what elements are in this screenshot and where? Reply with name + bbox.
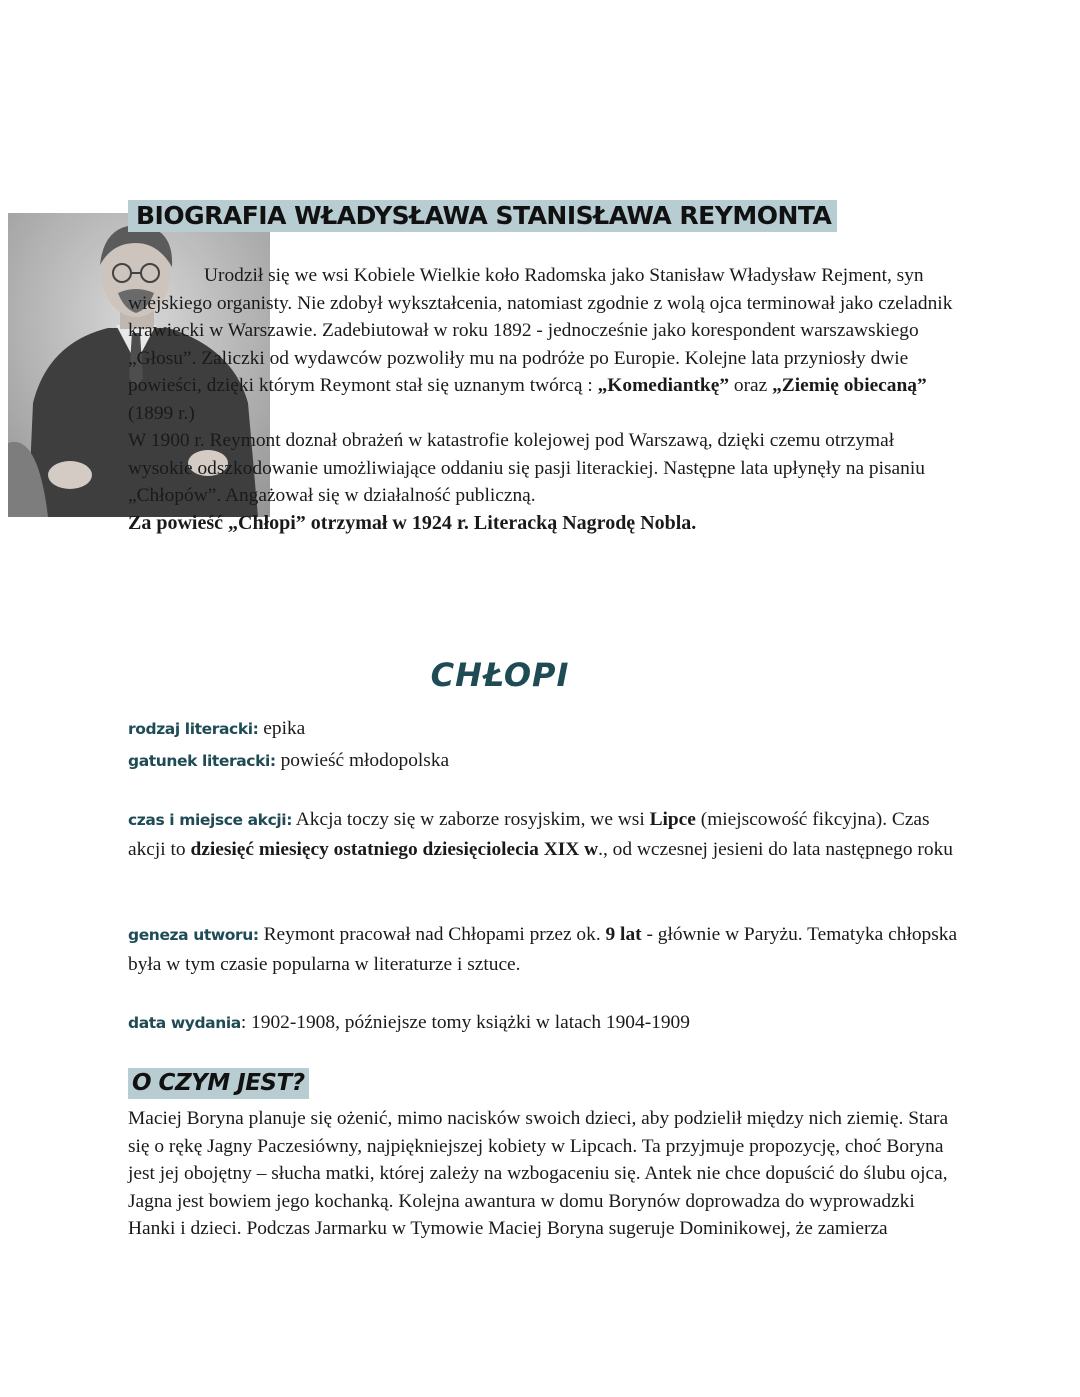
biography-paragraph-2: W 1900 r. Reymont doznał obrażeń w katastrofie kolejowej pod Warszawą, dzięki czemu otrzymał wysokie odszkodowanie umożliwiające oddaniu się pasji literackiej. Następne lata upłynęły na pisaniu „Chłopów”. Angażował się w działalność publiczną.: [128, 430, 925, 506]
biography-text: [128, 262, 958, 537]
fact-value: ., od wczesnej jesieni do lata następnego roku: [598, 839, 953, 860]
summary-paragraph: Maciej Boryna planuje się ożenić, mimo nacisków swoich dzieci, aby podzielił między nich ziemię. Stara się o rękę Jagny Paczesiówny, najpiękniejszej kobiety w Lipcach. Ta przyjmuje propozycję, choć Boryna jest jej obojętny – słucha matki, której zależy na wzbogaceniu się. Antek nie chce dopuścić do ślubu ojca, Jagna jest bowiem jego kochanką. Kolejna awantura w domu Borynów doprowadza do wyprowadzki Hanki i dzieci. Podczas Jarmarku w Tymowie Maciej Boryna sugeruje Dominikowej, że zamierza: [128, 1108, 949, 1240]
fact-value: powieść młodopolska: [275, 750, 450, 771]
bio-bold-title-2: „Ziemię obiecaną”: [772, 375, 927, 396]
fact-bold: 9 lat: [605, 924, 642, 945]
fact-label: czas i miejsce akcji:: [128, 811, 292, 829]
bio-text-span: (1899 r.): [128, 402, 195, 424]
fact-publication-date: [128, 1008, 958, 1038]
book-title: CHŁOPI: [430, 656, 570, 694]
biography-heading: BIOGRAFIA WŁADYSŁAWA STANISŁAWA REYMONTA: [128, 200, 837, 232]
fact-label: rodzaj literacki:: [128, 720, 259, 738]
bio-text-span: Urodził się we wsi Kobiele Wielkie koło Radomska jako Stanisław Władysław Rejment, syn wiejskiego organisty. Nie zdobył wykształcenia, natomiast zgodnie z wolą ojca terminował jako czeladnik krawiecki w Warszawie. Zadebiutował w roku 1892 - jednocześnie jako korespondent warszawskiego „Głosu”. Zaliczki od wydawców pozwoliły mu na podróże po Europie. Kolejne lata przyniosły dwie powieści, dzięki którym Reymont stał się uznanym twórcą :: [128, 265, 953, 396]
fact-label: data wydania: [128, 1014, 241, 1032]
fact-value: (miejscowość fikcyjna). Czas akcji to: [128, 809, 930, 860]
fact-label: geneza utworu:: [128, 926, 259, 944]
bio-text-span: oraz: [729, 375, 773, 396]
fact-genre: [128, 714, 958, 744]
fact-genesis: [128, 920, 958, 979]
bio-bold-title-1: „Komediantkę”: [597, 375, 730, 396]
fact-value: Akcja toczy się w zaborze rosyjskim, we wsi: [292, 809, 650, 830]
fact-value: - głównie w Paryżu. Tematyka chłopska była w tym czasie popularna w literaturze i sztuce.: [128, 924, 958, 975]
fact-bold: Lipce: [649, 809, 696, 830]
biography-nobel-line: Za powieść „Chłopi” otrzymał w 1924 r. Literacką Nagrodę Nobla.: [128, 511, 697, 534]
fact-label: gatunek literacki:: [128, 752, 276, 770]
summary-text: [128, 1105, 958, 1243]
fact-bold: dziesięć miesięcy ostatniego dziesięciolecia XIX w: [190, 839, 599, 860]
fact-type: [128, 746, 958, 776]
summary-heading: O CZYM JEST?: [128, 1068, 309, 1099]
fact-value: : 1902-1908, późniejsze tomy książki w latach 1904-1909: [240, 1012, 690, 1033]
fact-value: Reymont pracował nad Chłopami przez ok.: [258, 924, 606, 945]
biography-paragraph-1: [128, 262, 958, 427]
fact-time-place: [128, 805, 958, 864]
fact-value: epika: [258, 718, 306, 739]
